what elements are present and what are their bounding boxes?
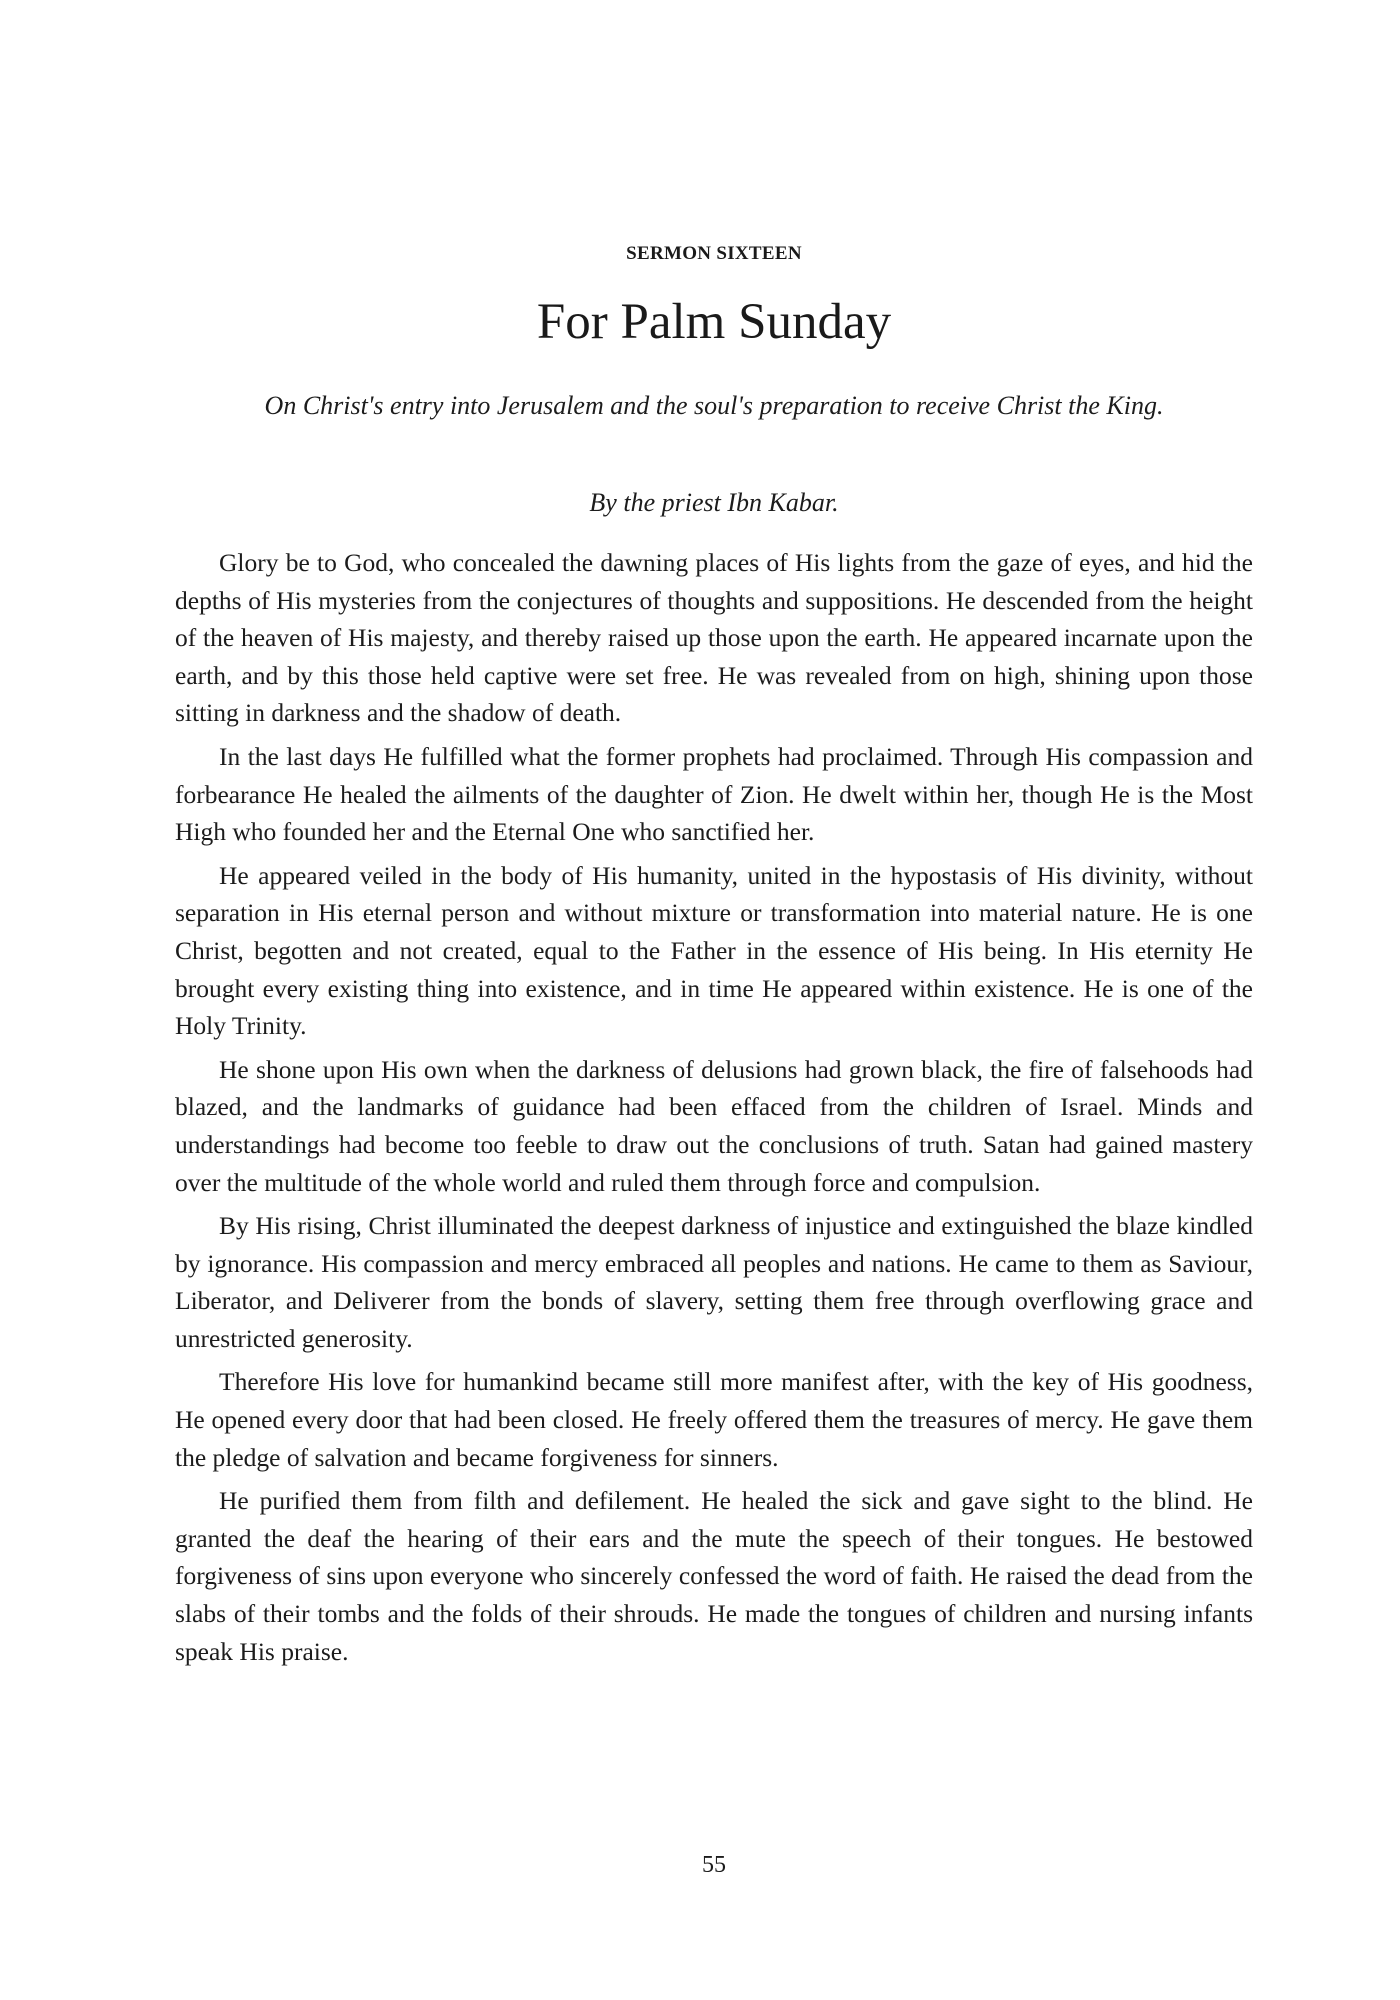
body-text	[175, 544, 1253, 1676]
page-number: 55	[702, 1852, 726, 1878]
paragraph: He purified them from filth and defilement. He healed the sick and gave sight to the blind. He granted the deaf the hearing of their ears and the mute the speech of their tongues. He bestowed forgiveness of sins upon everyone who sincerely confessed the word of faith. He raised the dead from the slabs of their tombs and the folds of their shrouds. He made the tongues of children and nursing infants speak His praise.	[175, 1486, 1253, 1666]
paragraph: He appeared veiled in the body of His humanity, united in the hypostasis of His divinity, without separation in His eternal person and without mixture or transformation into material nature. He is one Christ, begotten and not created, equal to the Father in the essence of His being. In His eternity He brought every existing thing into existence, and in time He appeared within existence. He is one of the Holy Trinity.	[175, 860, 1253, 1041]
document-page	[175, 0, 1253, 2000]
subtitle: On Christ's entry into Jerusalem and the soul's preparation to receive Christ the King.	[264, 391, 1164, 420]
paragraph: He shone upon His own when the darkness of delusions had grown black, the fire of falsehoods had blazed, and the landmarks of guidance had been effaced from the children of Israel. Minds and understandings had become too feeble to draw out the conclusions of truth. Satan had gained mastery over the multitude of the whole world and ruled them through force and compulsion.	[175, 1054, 1253, 1197]
paragraph: Therefore His love for humankind became still more manifest after, with the key of His goodness, He opened every door that had been closed. He freely offered them the treasures of mercy. He gave them the pledge of salvation and became forgiveness for sinners.	[175, 1367, 1253, 1472]
paragraph: By His rising, Christ illuminated the deepest darkness of injustice and extinguished the blaze kindled by ignorance. His compassion and mercy embraced all peoples and nations. He came to them as Saviour, Liberator, and Deliverer from the bonds of slavery, setting them free through overflowing grace and unrestricted generosity.	[175, 1211, 1253, 1353]
paragraph: In the last days He fulfilled what the former prophets had proclaimed. Through His compassion and forbearance He healed the ailments of the daughter of Zion. He dwelt within her, though He is the Most High who founded her and the Eternal One who sanctified her.	[175, 741, 1253, 847]
section-label: SERMON SIXTEEN	[626, 243, 802, 264]
author-line: By the priest Ibn Kabar.	[589, 488, 839, 517]
page-title: For Palm Sunday	[536, 294, 892, 350]
paragraph: Glory be to God, who concealed the dawning places of His lights from the gaze of eyes, and hid the depths of His mysteries from the conjectures of thoughts and suppositions. He descended from the height of the heaven of His majesty, and thereby raised up those upon the earth. He appeared incarnate upon the earth, and by this those held captive were set free. He was revealed from on high, shining upon those sitting in darkness and the shadow of death.	[175, 548, 1253, 728]
